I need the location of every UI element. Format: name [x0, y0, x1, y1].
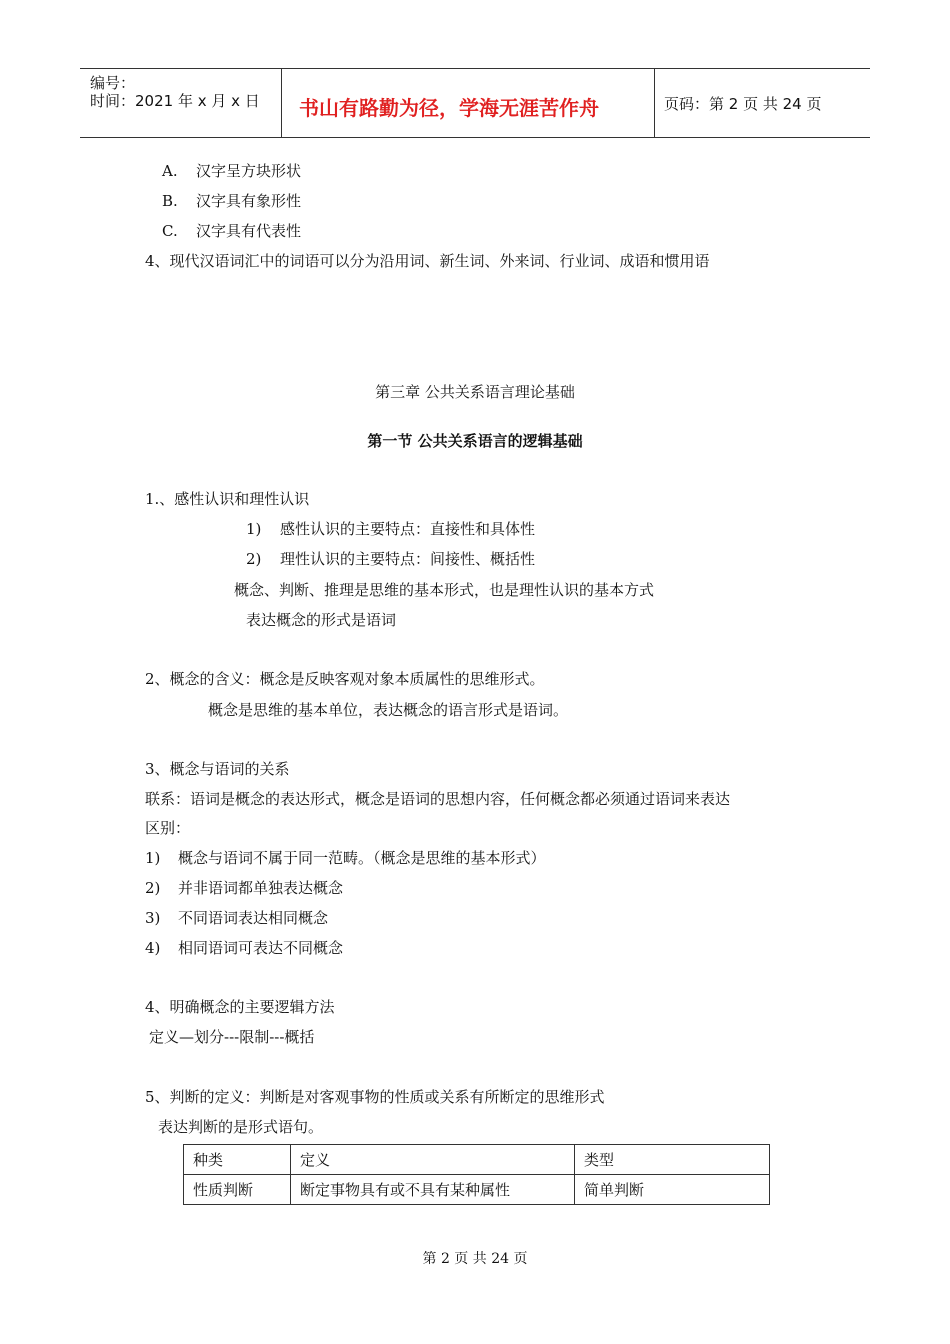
s5-line-1: 表达判断的是形式语句。 — [158, 1118, 324, 1136]
table-header-cell: 定义 — [291, 1145, 575, 1175]
header-right-cell — [654, 69, 870, 137]
s1-list-num-1: 1) — [246, 520, 262, 538]
s1-line-2: 表达概念的形式是语词 — [246, 611, 397, 629]
table-cell: 性质判断 — [184, 1175, 291, 1205]
s1-list-num-2: 2) — [246, 550, 262, 568]
s1-list-text-2: 理性认识的主要特点：间接性、概括性 — [280, 550, 536, 568]
s1-title: 1.、感性认识和理性认识 — [145, 490, 310, 508]
s2-title: 2、概念的含义：概念是反映客观对象本质属性的思维形式。 — [145, 670, 545, 688]
table-cell: 简单判断 — [575, 1175, 770, 1205]
page-number-label: 页码：第 2 页 共 24 页 — [664, 95, 822, 113]
s3-list-num-4: 4) — [145, 939, 161, 957]
s1-line-1: 概念、判断、推理是思维的基本形式，也是理性认识的基本方式 — [234, 581, 655, 599]
table-header-cell: 种类 — [184, 1145, 291, 1175]
table-row — [184, 1175, 770, 1205]
option-a-text: 汉字呈方块形状 — [196, 162, 302, 180]
option-a-letter: A. — [162, 162, 178, 180]
s4-line-1: 定义—划分---限制---概括 — [149, 1028, 315, 1046]
s3-list-num-2: 2) — [145, 879, 161, 897]
table-header-cell: 类型 — [575, 1145, 770, 1175]
motto-text: 书山有路勤为径，学海无涯苦作舟 — [299, 96, 599, 120]
section-title: 第一节 公共关系语言的逻辑基础 — [367, 432, 583, 450]
option-b-letter: B. — [162, 192, 178, 210]
time-label: 时间：2021 年 x 月 x 日 — [90, 92, 260, 110]
judgment-table — [183, 1144, 770, 1205]
table-header-row — [184, 1145, 770, 1175]
chapter-title: 第三章 公共关系语言理论基础 — [375, 383, 575, 401]
s1-list-text-1: 感性认识的主要特点：直接性和具体性 — [280, 520, 536, 538]
header-motto-cell — [281, 69, 655, 137]
s3-list-text-4: 相同语词可表达不同概念 — [178, 939, 344, 957]
s3-diff-label: 区别： — [145, 819, 191, 837]
header-left-cell — [80, 69, 280, 137]
page-footer: 第 2 页 共 24 页 — [422, 1251, 528, 1267]
option-b-text: 汉字具有象形性 — [196, 192, 302, 210]
page-header — [80, 68, 870, 138]
s3-list-num-1: 1) — [145, 849, 161, 867]
s3-title: 3、概念与语词的关系 — [145, 760, 290, 778]
s4-title: 4、明确概念的主要逻辑方法 — [145, 998, 335, 1016]
s3-list-text-1: 概念与语词不属于同一范畴。（概念是思维的基本形式） — [178, 849, 546, 867]
s3-relation: 联系：语词是概念的表达形式，概念是语词的思想内容，任何概念都必须通过语词来表达 — [145, 790, 731, 808]
s3-list-text-2: 并非语词都单独表达概念 — [178, 879, 344, 897]
s3-list-num-3: 3) — [145, 909, 161, 927]
s3-list-text-3: 不同语词表达相同概念 — [178, 909, 329, 927]
option-c-letter: C. — [162, 222, 178, 240]
code-label: 编号： — [90, 74, 136, 92]
option-c-text: 汉字具有代表性 — [196, 222, 302, 240]
table-cell: 断定事物具有或不具有某种属性 — [291, 1175, 575, 1205]
s5-title: 5、判断的定义：判断是对客观事物的性质或关系有所断定的思维形式 — [145, 1088, 605, 1106]
vocabulary-item: 4、现代汉语词汇中的词语可以分为沿用词、新生词、外来词、行业词、成语和惯用语 — [145, 252, 710, 270]
s2-line-1: 概念是思维的基本单位，表达概念的语言形式是语词。 — [208, 701, 569, 719]
